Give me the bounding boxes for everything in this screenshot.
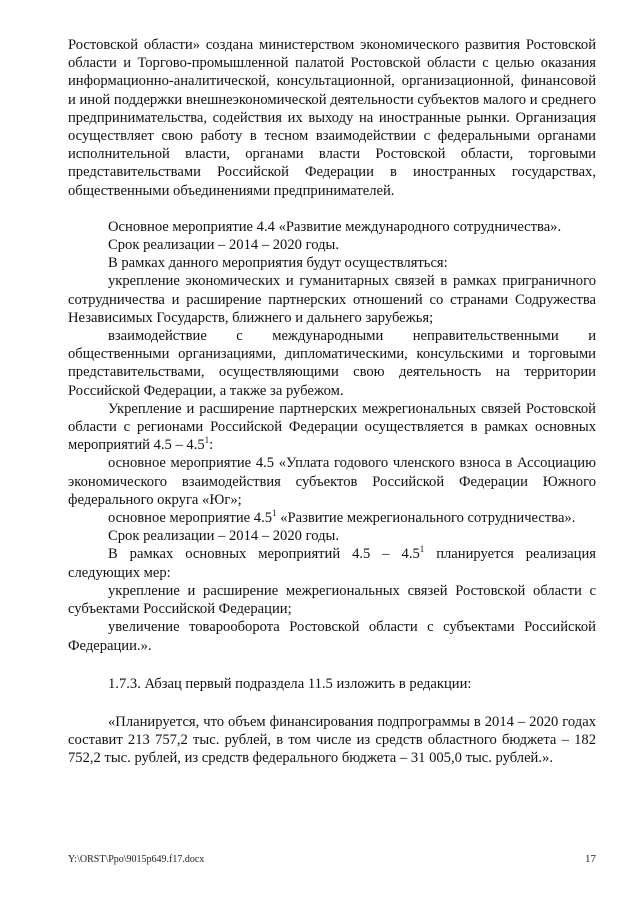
paragraph-planned-prefix: В рамках основных мероприятий 4.5 – 4.5 bbox=[108, 546, 420, 563]
footer-file-path: Y:\ORST\Ppo\9015p649.f17.docx bbox=[68, 854, 205, 865]
paragraph-measure-4-5-1-title: «Развитие межрегионального сотрудничества». bbox=[276, 510, 576, 527]
paragraph-trade-turnover: увеличение товарооборота Ростовской области с субъектами Российской Федерации.». bbox=[68, 619, 596, 654]
paragraph-planned-suffix: планируется реализация следующих мер: bbox=[68, 546, 596, 581]
paragraph-amendment: 1.7.3. Абзац первый подраздела 11.5 изложить в редакции: bbox=[108, 675, 472, 692]
paragraph-measure-4-5: основное мероприятие 4.5 «Уплата годового членского взноса в Ассоциацию экономического взаимодействия субъектов Российской Федерации Южного федерального округа «Юг»; bbox=[68, 455, 596, 508]
paragraph-financing: «Планируется, что объем финансирования подпрограммы в 2014 – 2020 годах составит 213 757,2 тыс. рублей, в том числе из средств областного бюджета – 182 752,2 тыс. рублей, из средств федерального бюджета – 31 005,0 тыс. рублей.». bbox=[68, 713, 596, 767]
paragraph-intro: Ростовской области» создана министерством экономического развития Ростовской области и Торгово-промышленной палатой Ростовской области с целью оказания информационно-аналитической, консультационной, организационной, финансовой и иной поддержки внешнеэкономической деятельности субъектов малого и среднего предпринимательства, содействия их выходу на иностранные рынки. Организация осуществляет свою работу в тесном взаимодействии с федеральными органами исполнительной власти, органами власти Ростовской области, торговыми представительствами Российской Федерации в иностранных государствах, общественными объединениями предпринимателей. bbox=[68, 37, 596, 199]
paragraph-term-1: Срок реализации – 2014 – 2020 годы. bbox=[108, 237, 339, 254]
paragraph-measure-4-4: Основное мероприятие 4.4 «Развитие международного сотрудничества». bbox=[108, 218, 562, 235]
paragraph-strengthening-interregional: укрепление и расширение межрегиональных связей Ростовской области с субъектами Российской Федерации; bbox=[68, 582, 596, 618]
superscript: 1 bbox=[272, 508, 277, 519]
paragraph-within: В рамках данного мероприятия будут осуществляться: bbox=[108, 255, 448, 272]
paragraph-planned-measures bbox=[68, 545, 596, 581]
page-number: 17 bbox=[585, 853, 596, 865]
paragraph-interregional-text: Укрепление и расширение партнерских межрегиональных связей Ростовской области с регионами Российской Федерации осуществляется в рамках основных мероприятий 4.5 – 4.5 bbox=[68, 400, 596, 454]
paragraph-interaction: взаимодействие с международными неправительственными и общественными организациями, дипломатическими, консульскими и торговыми представительствами, осуществляющими свою деятельность на территории Российской Федерации, а также за рубежом. bbox=[68, 328, 596, 399]
paragraph-interregional bbox=[68, 400, 596, 455]
paragraph-measure-4-5-1 bbox=[68, 509, 596, 527]
paragraph-measure-4-5-1-prefix: основное мероприятие 4.5 bbox=[108, 510, 273, 527]
superscript: 1 bbox=[419, 544, 425, 555]
paragraph-colon: : bbox=[209, 437, 214, 454]
paragraph-strengthening: укрепление экономических и гуманитарных связей в рамках приграничного сотрудничества и расширение партнерских отношений со странами Содружества Независимых Государств, ближнего и дальнего зарубежья; bbox=[68, 273, 596, 326]
paragraph-term-2: Срок реализации – 2014 – 2020 годы. bbox=[108, 528, 339, 545]
superscript: 1 bbox=[204, 435, 210, 446]
document-body bbox=[68, 36, 596, 768]
